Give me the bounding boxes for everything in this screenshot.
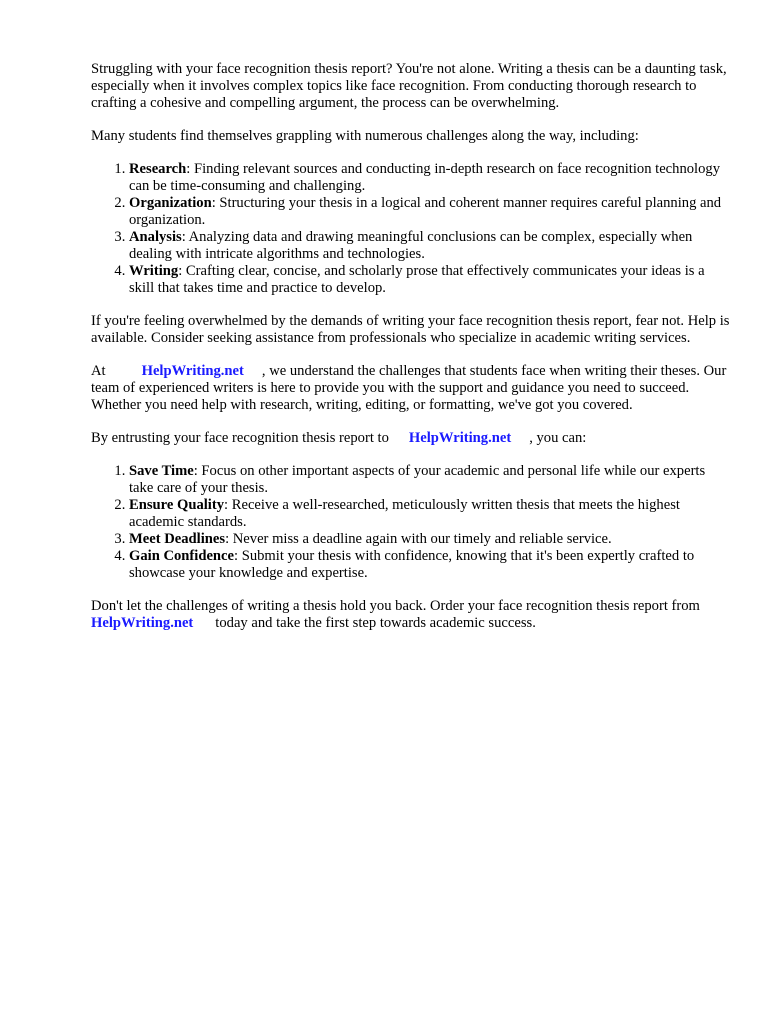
list-item-text: : Focus on other important aspects of your academic and personal life while our experts take care of your thesis.: [129, 463, 706, 496]
entrust-suffix: , you can:: [529, 430, 587, 446]
closing-prefix: Don't let the challenges of writing a thesis hold you back. Order your face recognition thesis report from: [91, 598, 700, 614]
list-item-term: Meet Deadlines: [129, 531, 226, 547]
list-item-text: : Never miss a deadline again with our timely and reliable service.: [225, 531, 612, 547]
list-item-text: : Analyzing data and drawing meaningful conclusions can be complex, especially when dealing with intricate algorithms and technologies.: [129, 229, 693, 262]
list-item: [129, 161, 731, 195]
challenges-list: [91, 161, 731, 297]
list-item: [129, 263, 731, 297]
helpwriting-link[interactable]: HelpWriting.net: [408, 430, 512, 446]
service-paragraph: [91, 363, 731, 414]
list-item-text: : Receive a well-researched, meticulously written thesis that meets the highest academic standards.: [129, 497, 680, 530]
helpwriting-link[interactable]: HelpWriting.net: [141, 363, 244, 379]
list-item-term: Save Time: [129, 463, 194, 479]
closing-paragraph: [91, 598, 731, 632]
closing-suffix: today and take the first step towards academic success.: [215, 615, 536, 631]
list-item-term: Writing: [129, 263, 179, 279]
list-item-text: : Submit your thesis with confidence, knowing that it's been expertly crafted to showcase your knowledge and expertise.: [129, 548, 695, 581]
list-item: [129, 229, 731, 263]
list-item: [129, 531, 731, 548]
list-item: [129, 195, 731, 229]
document-page: [91, 61, 731, 648]
list-item-term: Organization: [129, 195, 212, 211]
list-item-text: : Structuring your thesis in a logical and coherent manner requires careful planning and organization.: [129, 195, 722, 228]
entrust-paragraph: [91, 430, 731, 447]
list-item: [129, 548, 731, 582]
list-item: [129, 497, 731, 531]
list-item-term: Research: [129, 161, 187, 177]
list-item-term: Analysis: [129, 229, 182, 245]
list-item-text: : Finding relevant sources and conducting in-depth research on face recognition technology can be time-consuming and challenging.: [129, 161, 720, 194]
entrust-prefix: By entrusting your face recognition thesis report to: [91, 430, 389, 446]
list-item-term: Ensure Quality: [129, 497, 225, 513]
benefits-list: [91, 463, 731, 582]
intro-paragraph-2: Many students find themselves grappling with numerous challenges along the way, including:: [91, 128, 639, 144]
intro-paragraph-1: Struggling with your face recognition thesis report? You're not alone. Writing a thesis can be a daunting task, especially when it involves complex topics like face recognition. From conducting thorough research to crafting a cohesive and compelling argument, the process can be overwhelming.: [91, 61, 727, 111]
service-suffix: , we understand the challenges that students face when writing their theses. Our team of experienced writers is here to provide you with the support and guidance you need to succeed. Whether you need help with research, writing, editing, or formatting, we've got you covered.: [91, 363, 727, 413]
help-paragraph: If you're feeling overwhelmed by the demands of writing your face recognition thesis report, fear not. Help is available. Consider seeking assistance from professionals who specialize in academic writing services.: [91, 313, 730, 346]
list-item: [129, 463, 731, 497]
helpwriting-link[interactable]: HelpWriting.net: [91, 615, 194, 631]
list-item-text: : Crafting clear, concise, and scholarly prose that effectively communicates your ideas is a skill that takes time and practice to develop.: [129, 263, 705, 296]
list-item-term: Gain Confidence: [129, 548, 234, 564]
service-prefix: At: [91, 363, 106, 379]
